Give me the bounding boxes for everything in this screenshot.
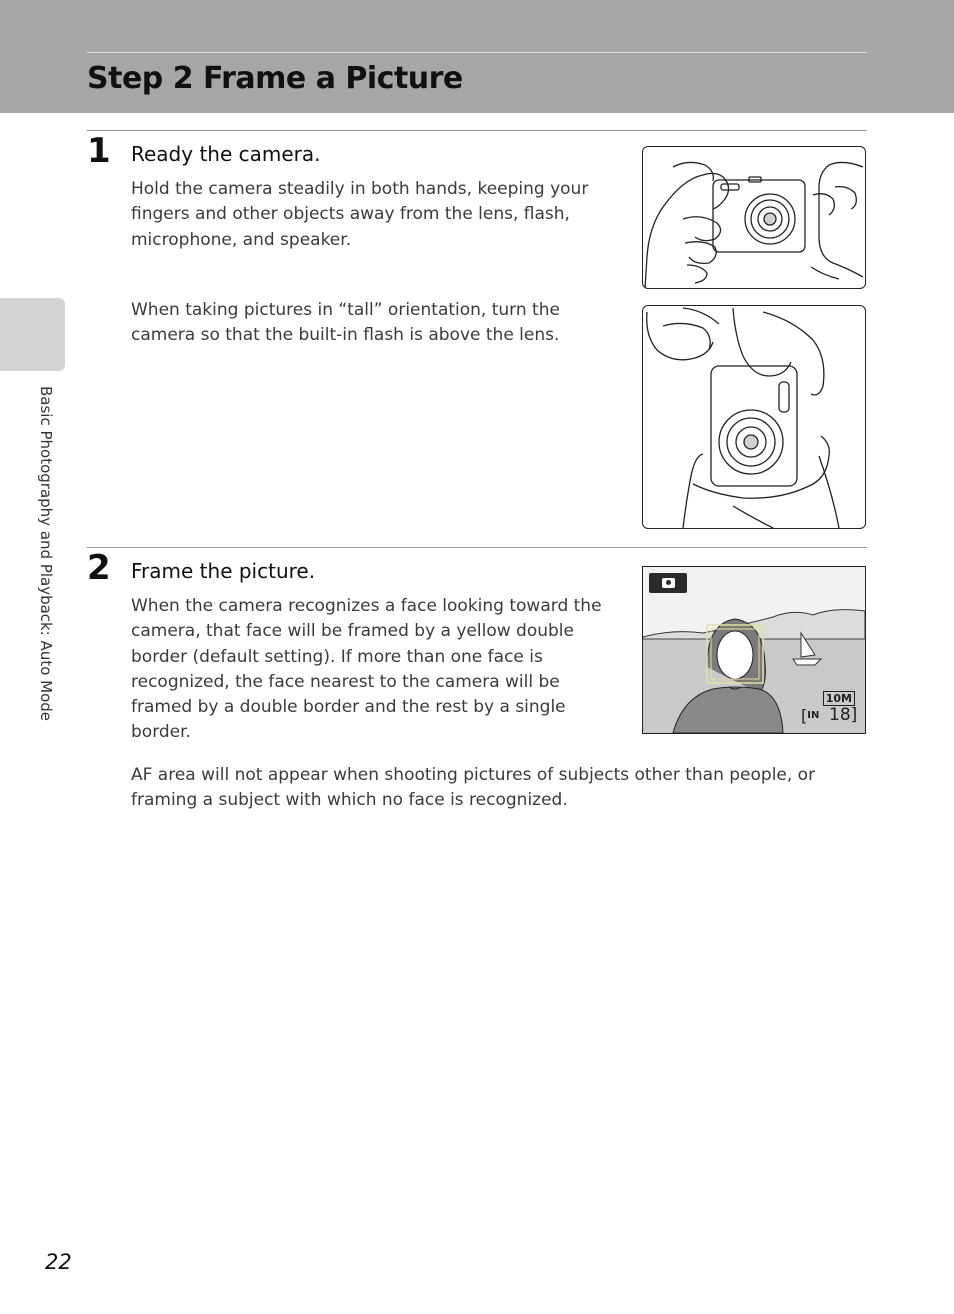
step-2-rule: [87, 547, 867, 548]
camera-icon: [649, 573, 687, 593]
header-band: [0, 0, 954, 113]
camera-portrait-illustration: [642, 305, 866, 529]
monitor-illustration: [642, 566, 866, 734]
camera-landscape-illustration: [642, 146, 866, 289]
memory-indicator: [$^{IN}$: [801, 706, 820, 725]
side-tab-label: Basic Photography and Playback: Auto Mode: [37, 386, 55, 722]
step-1-paragraph-2: When taking pictures in “tall” orientation, turn the camera so that the built-in flash is above the lens.: [131, 300, 560, 346]
page-number: 22: [45, 1250, 72, 1274]
page-title: Step 2 Frame a Picture: [87, 61, 463, 96]
step-1-rule: [87, 130, 867, 131]
step-2-title: Frame the picture.: [131, 559, 316, 583]
step-2-paragraph-2: AF area will not appear when shooting pictures of subjects other than people, or framing a subject with which no face is recognized.: [131, 765, 816, 811]
step-1-number: 1: [87, 131, 111, 171]
step-2-paragraph-1: When the camera recognizes a face looking toward the camera, that face will be framed by a yellow double border (default setting). If more than one face is recognized, the face nearest to the camera will be framed by a double border and the rest by a single border.: [131, 596, 602, 743]
internal-memory-label: IN: [807, 710, 820, 721]
step-1-paragraph-1: Hold the camera steadily in both hands, keeping your fingers and other objects away from the lens, flash, microphone, and speaker.: [131, 179, 589, 250]
image-mode-indicator: 10M: [823, 691, 855, 706]
step-2-number: 2: [87, 548, 111, 588]
side-tab: [0, 298, 65, 371]
step-1-title: Ready the camera.: [131, 142, 321, 166]
exposures-remaining-count: 18: [829, 705, 851, 725]
header-rule: [87, 52, 867, 53]
exposures-remaining: 18]: [829, 705, 858, 725]
